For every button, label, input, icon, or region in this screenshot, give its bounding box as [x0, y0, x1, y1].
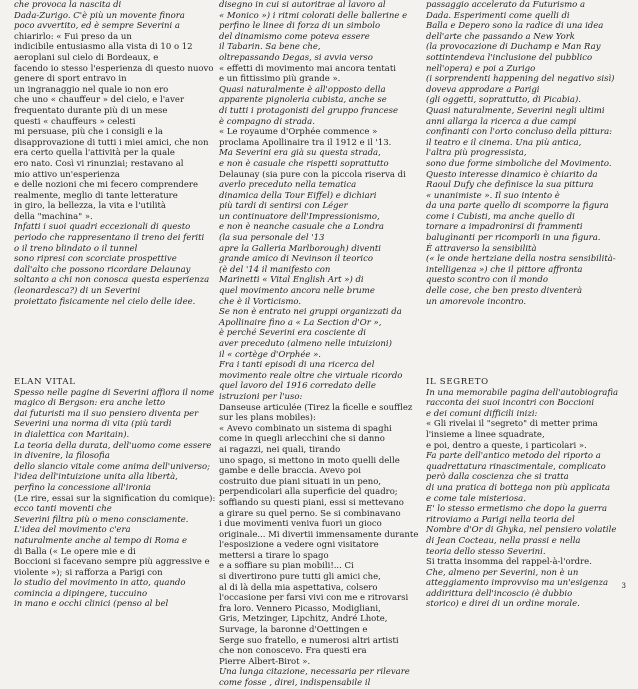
text-line: un continuatore dell'Impressionismo,	[219, 211, 380, 222]
text-line: che uno « chauffeur » del cielo, e l'aver	[14, 95, 185, 106]
text-line: (è del '14 il manifesto con	[219, 264, 331, 275]
text-line: (i sorprendenti happening del negativo sisì)	[426, 74, 615, 85]
page-number: 3	[621, 582, 626, 590]
text-line: che non conoscevo. Fra questi era	[219, 646, 367, 657]
text-line: confinanti con l'orto concluso della pittura:	[426, 127, 613, 138]
text-line: costruito due piani situati in un peno,	[219, 476, 382, 487]
text-line: di tutti i protagonisti del gruppo francese	[219, 105, 398, 116]
text-line: balugìnanti per ricomporli in una figura.	[426, 233, 601, 244]
text-line: il « cortège d'Orphée ».	[219, 349, 321, 360]
text-line: atteggiamento improvviso ma un'esigenza	[426, 578, 609, 589]
text-line: naturalmente anche al tempo di Roma e	[14, 535, 187, 546]
text-line: gambe e delle braccia. Avevo poi	[219, 466, 361, 477]
text-line: quel movimento ancora nelle brume	[219, 286, 375, 297]
text-line: questi « chauffeurs » celesti	[14, 116, 136, 127]
text-line: magico di Bergson: era anche letto	[14, 398, 166, 409]
text-line: Marinetti « Vital English Art ») di	[219, 275, 364, 286]
text-line: dell'arte che passando a New York	[426, 31, 575, 42]
text-line: è perché Severini era cosciente di	[219, 328, 366, 339]
text-line: È attraverso la sensibilità	[426, 243, 537, 254]
text-line: l'esposizione a vedere ogni visitatore	[219, 540, 379, 551]
text-line: come fosse , direi, indispensabile il	[219, 678, 371, 688]
text-line: movimento reale oltre che virtuale ricordo	[219, 370, 403, 381]
text-line: tornare a impadronirsi di frammenti	[426, 222, 583, 233]
text-line: ritroviamo a Parigi nella teoria del	[426, 514, 575, 525]
text-line: In una memorabile pagina dell'autobiografia	[426, 387, 619, 398]
text-line: Se non è entrato nei gruppi organizzati da	[219, 307, 402, 318]
text-line: « effetti di movimento mai ancora tentati	[219, 63, 396, 74]
text-line: quadrettatura rinascimentale, complicato	[426, 461, 606, 472]
text-line: (la provocazione di Duchamp e Man Ray	[426, 42, 601, 53]
text-line: di Balla (« Le opere mie e di	[14, 546, 136, 557]
text-line: (« le onde hertziane della nostra sensibilità-	[426, 254, 616, 265]
text-line: intelligenza ») che il pittore affronta	[426, 264, 583, 275]
text-line: che provoca la nascita di	[14, 0, 122, 10]
text-line: e non è neanche casuale che a Londra	[219, 222, 384, 233]
text-line: La teoria della durata, dell'uomo come essere	[14, 440, 212, 451]
text-line: del dinamismo come poteva essere	[219, 31, 370, 42]
text-line: Survage, la baronne d'Oettingen e	[219, 625, 368, 636]
column-3-top	[426, 0, 622, 307]
text-line: Fa parte dell'antico metodo del riporto a	[426, 451, 601, 462]
text-line: mi persuase, più che i consigli e la	[14, 127, 163, 138]
text-line: Raoul Dufy che definisce la sua pittura	[426, 180, 594, 191]
text-line: era certo quella l'attività per la quale	[14, 148, 175, 159]
text-line: dall'alto che possono ricordare Delaunay	[14, 264, 191, 275]
text-line: quel lavoro del 1916 corredato delle	[219, 381, 376, 392]
text-line: disapprovazione di tutti i miei amici, che non	[14, 137, 209, 148]
text-line: l'insieme a linee squadrate,	[426, 429, 545, 440]
text-line: da una parte quello di scomporre la figura	[426, 201, 609, 212]
text-line: realmente, meglio di tante letterature	[14, 190, 178, 201]
text-line: come i Cubisti, ma anche quello di	[426, 211, 575, 222]
text-line: Ma Severini era già su questa strada,	[219, 148, 381, 159]
text-line: ero nato. Così vi rinunziai; restavano al	[14, 158, 184, 169]
text-line: della "machina" ».	[14, 211, 93, 222]
text-line: e dei comuni difficili inizi:	[426, 408, 538, 419]
text-line: « Avevo combinato un sistema di spaghi	[219, 423, 392, 434]
text-line: un ingranaggio nel quale io non ero	[14, 84, 169, 95]
text-line: (Le rire, essai sur la signification du comique):	[14, 493, 216, 504]
text-line: istruzioni per l'uso:	[219, 391, 303, 402]
text-line: nell'opera) e poi a Zurigo	[426, 63, 536, 74]
column-3-bottom	[426, 377, 622, 610]
text-line: il Tabarin. Sa bene che,	[219, 42, 321, 53]
text-line: grande amico di Nevinson il teorico	[219, 254, 373, 265]
text-line: l'idea dell'intuizione unita alla libertà,	[14, 472, 178, 483]
text-line: Dada-Zurigo. C'è più un movente finora	[14, 10, 185, 21]
text-line: periodo che rappresentano il treno dei feriti	[14, 233, 205, 244]
text-line: aeroplani sul cielo di Bordeaux, e	[14, 52, 159, 63]
text-line: perfino la concessione all'ironia	[14, 482, 151, 493]
text-line: mettersi a tirare lo spago	[219, 550, 329, 561]
text-line: proiettato fisicamente nel cielo delle idee.	[14, 296, 196, 307]
text-line: in dialettica con Maritain).	[14, 429, 130, 440]
column-1-bottom	[14, 377, 216, 610]
text-line: dai futuristi ma il suo pensiero diventa per	[14, 408, 199, 419]
text-line: in giro, la bellezza, la vita e l'utilità	[14, 201, 167, 212]
text-line: Boccioni si facevano sempre più aggressive e	[14, 557, 210, 568]
text-line: oltrepassando Degas, si avvia verso	[219, 52, 373, 63]
text-line: Questo interesse dinamico è chiarito da	[426, 169, 598, 180]
text-line: un amorevole incontro.	[426, 296, 527, 307]
text-line: fra loro. Venne​ro Picasso, Modigliani,	[219, 603, 381, 614]
section-heading-il-segreto: IL SEGRETO	[426, 377, 489, 387]
text-line: il teatro e il cinema. Una più antica,	[426, 137, 582, 148]
text-line: storico) e direi di un ordine morale.	[426, 599, 580, 610]
text-line: Delaunay (sia pure con la piccola riserva di	[219, 169, 406, 180]
text-line: averlo preceduto nella tematica	[219, 180, 357, 191]
text-line: sur les plans mobiles):	[219, 413, 316, 424]
text-line: poco avvertito, ed è sempre Severini a	[14, 21, 180, 32]
text-line: l'occasione per farsi vivi con me e ritrovarsi	[219, 593, 409, 604]
text-line: disegno in cui si autoritrae al lavoro al	[219, 0, 386, 10]
text-line: proclama Apollinaire tra il 1912 e il '13.	[219, 137, 392, 148]
text-line: come in quegli arlecchini che si danno	[219, 434, 385, 445]
text-line: Danseuse articulée (Tirez la ficelle e soufflez	[219, 402, 413, 413]
text-line: però dalla coscienza che si tratta	[426, 472, 569, 483]
text-line: sono due forme simboliche del Movimento.	[426, 158, 612, 169]
text-line: è compagno di strada.	[219, 116, 315, 127]
text-line: violente »); si rafforza a Parigi con	[14, 567, 163, 578]
text-line: dinamica della Tour Eiffel) e dichiari	[219, 190, 377, 201]
text-line: delle cose, che ben presto diventerà	[426, 286, 583, 297]
text-line: L'idea del movimento c'era	[14, 525, 131, 536]
text-line: apparente pignoleria cubista, anche se	[219, 95, 387, 106]
text-line: di una pratica di bottega non più applicata	[426, 482, 611, 493]
text-line: sono ripresi con scorciate prospettive	[14, 254, 177, 265]
text-line: apre la Galleria Marlborough) diventi	[219, 243, 381, 254]
text-line: l'altra più progressista,	[426, 148, 527, 159]
text-line: Quasi naturalmente, Severini negli ultimi	[426, 105, 605, 116]
text-line: di Jean Cocteau, nella prassi e nella	[426, 535, 581, 546]
text-line: lo studio del movimento in atto, quando	[14, 578, 186, 589]
text-line: e come tale misteriosa.	[426, 493, 526, 504]
text-line: ai ragazzi, nei quali, tirando	[219, 444, 341, 455]
text-line: (la sua personale del '13	[219, 233, 325, 244]
text-line: indicibile entusiasmo alla vista di 10 o 12	[14, 42, 193, 53]
text-line: Spesso nelle pagine di Severini affiora il nome	[14, 387, 215, 398]
text-line: perfino le linee di forza di un simbolo	[219, 21, 381, 32]
text-line: mio attivo un'esperienza	[14, 169, 120, 180]
text-line: Apollinaire fino a « La Section d'Or »,	[219, 317, 382, 328]
text-line: più tardi di sentirsi con Léger	[219, 201, 348, 212]
text-line: E' lo stesso ermetismo che dopo la guerra	[426, 504, 608, 515]
text-line: Pierre Albert-Birot ».	[219, 656, 311, 667]
text-line: « Le royaume d'Orphée commence »	[219, 127, 378, 138]
text-line: perpendicolari alla superficie del quadro;	[219, 487, 398, 498]
text-line: soltanto a chi non conosca questa esperienza	[14, 275, 210, 286]
text-line: frequentato durante più di un mese	[14, 105, 168, 116]
text-line: a girare su quel perno. Se si combinavano	[219, 508, 401, 519]
text-line: i due movimenti veniva fuori un gioco	[219, 519, 382, 530]
text-line: teoria dello stesso Severini.	[426, 546, 546, 557]
text-line: facendo io stesso l'esperienza di questo nuovo	[14, 63, 214, 74]
text-line: chiarirlo: « Fui preso da un	[14, 31, 132, 42]
text-line: e non è casuale che rispetti soprattutto	[219, 158, 389, 169]
text-line: o il treno blindato o il tunnel	[14, 243, 138, 254]
text-line: (leonardesca?) di un Severini	[14, 286, 141, 297]
text-line: addirittura dell'incoscio (è dubbio	[426, 588, 573, 599]
text-line: Si tratta insomma del rappel-à-l'ordre.	[426, 557, 592, 568]
column-1-top	[14, 0, 214, 307]
text-line: Balla e Depero sono la radice di una idea	[426, 21, 604, 32]
text-line: e a soffiare su pian mobili!... Ci	[219, 561, 354, 572]
text-line: « Gli rivelai il "segreto" di metter prima	[426, 419, 598, 430]
text-line: Che, almeno per Severini, non è un	[426, 567, 579, 578]
column-2	[219, 0, 419, 689]
text-line: al di là della mia aspettativa, colsero	[219, 582, 378, 593]
text-line: si divertirono pure tutti gli amici che,	[219, 572, 381, 583]
text-line: sottintendeva l'inclusione del pubblico	[426, 52, 593, 63]
text-line: comincia a dipingere, tuccuino	[14, 588, 148, 599]
text-line: doveva approdare a Parigi	[426, 84, 540, 95]
text-line: passaggio accelerato da Futurismo a	[426, 0, 586, 10]
text-line: Nombre d'Or di Ghyka, nel pensiero volatile	[426, 525, 617, 536]
text-line: genere di sport entravo in	[14, 74, 127, 85]
text-line: Serge suo fratello, e numerosi altri artisti	[219, 635, 399, 646]
text-line: e delle nozioni che mi fecero comprendere	[14, 180, 198, 191]
text-line: e un fittissimo più grande ».	[219, 74, 341, 85]
text-line: ecco tanti moventi che	[14, 504, 112, 515]
section-heading-elan-vital: ELAN VITAL	[14, 377, 76, 387]
text-line: questo scontro con il mondo	[426, 275, 548, 286]
text-line: Severini filtra più o meno consciamente.	[14, 514, 189, 525]
text-line: uno spago, si mettono in moto quelli delle	[219, 455, 400, 466]
text-line: racconta dei suoi incontri con Boccioni	[426, 398, 595, 409]
text-line: « Monico ») i ritmi colorati delle ballerine e	[219, 10, 408, 21]
text-line: dello slancio vitale come anima dell'universo;	[14, 461, 211, 472]
text-line: che è il Vorticismo.	[219, 296, 302, 307]
text-line: « unanimiste ». Il suo intento è	[426, 190, 560, 201]
text-line: Gris, Metzinger, Lipchitz, André Lhote,	[219, 614, 388, 625]
text-line: e poi, dentro a queste, i particolari ».	[426, 440, 587, 451]
text-line: Dada. Esperimenti come quelli di	[426, 10, 570, 21]
text-line: anni allarga la ricerca a due campi	[426, 116, 577, 127]
text-line: Severini una norma di vita (più tardi	[14, 419, 172, 430]
text-line: (gli oggetti, soprattutto, di Picabia).	[426, 95, 581, 106]
text-line: Una lunga citazione, necessaria per rilevare	[219, 667, 410, 678]
text-line: in mano e occhi clinici (penso al bel	[14, 599, 169, 610]
text-line: in divenire, la filosofia	[14, 451, 110, 462]
text-line: Fra i tanti episodi di una ricerca del	[219, 360, 375, 371]
text-line: originale... Mi divertii immensamente durante	[219, 529, 419, 540]
text-line: soffiando su questi piani, essi si mettevano	[219, 497, 404, 508]
text-line: Quasi naturalmente è all'opposto della	[219, 84, 386, 95]
text-line: Infatti i suoi quadri eccezionali di questo	[14, 222, 191, 233]
text-line: aver preceduto (almeno nelle intuizioni)	[219, 339, 392, 349]
